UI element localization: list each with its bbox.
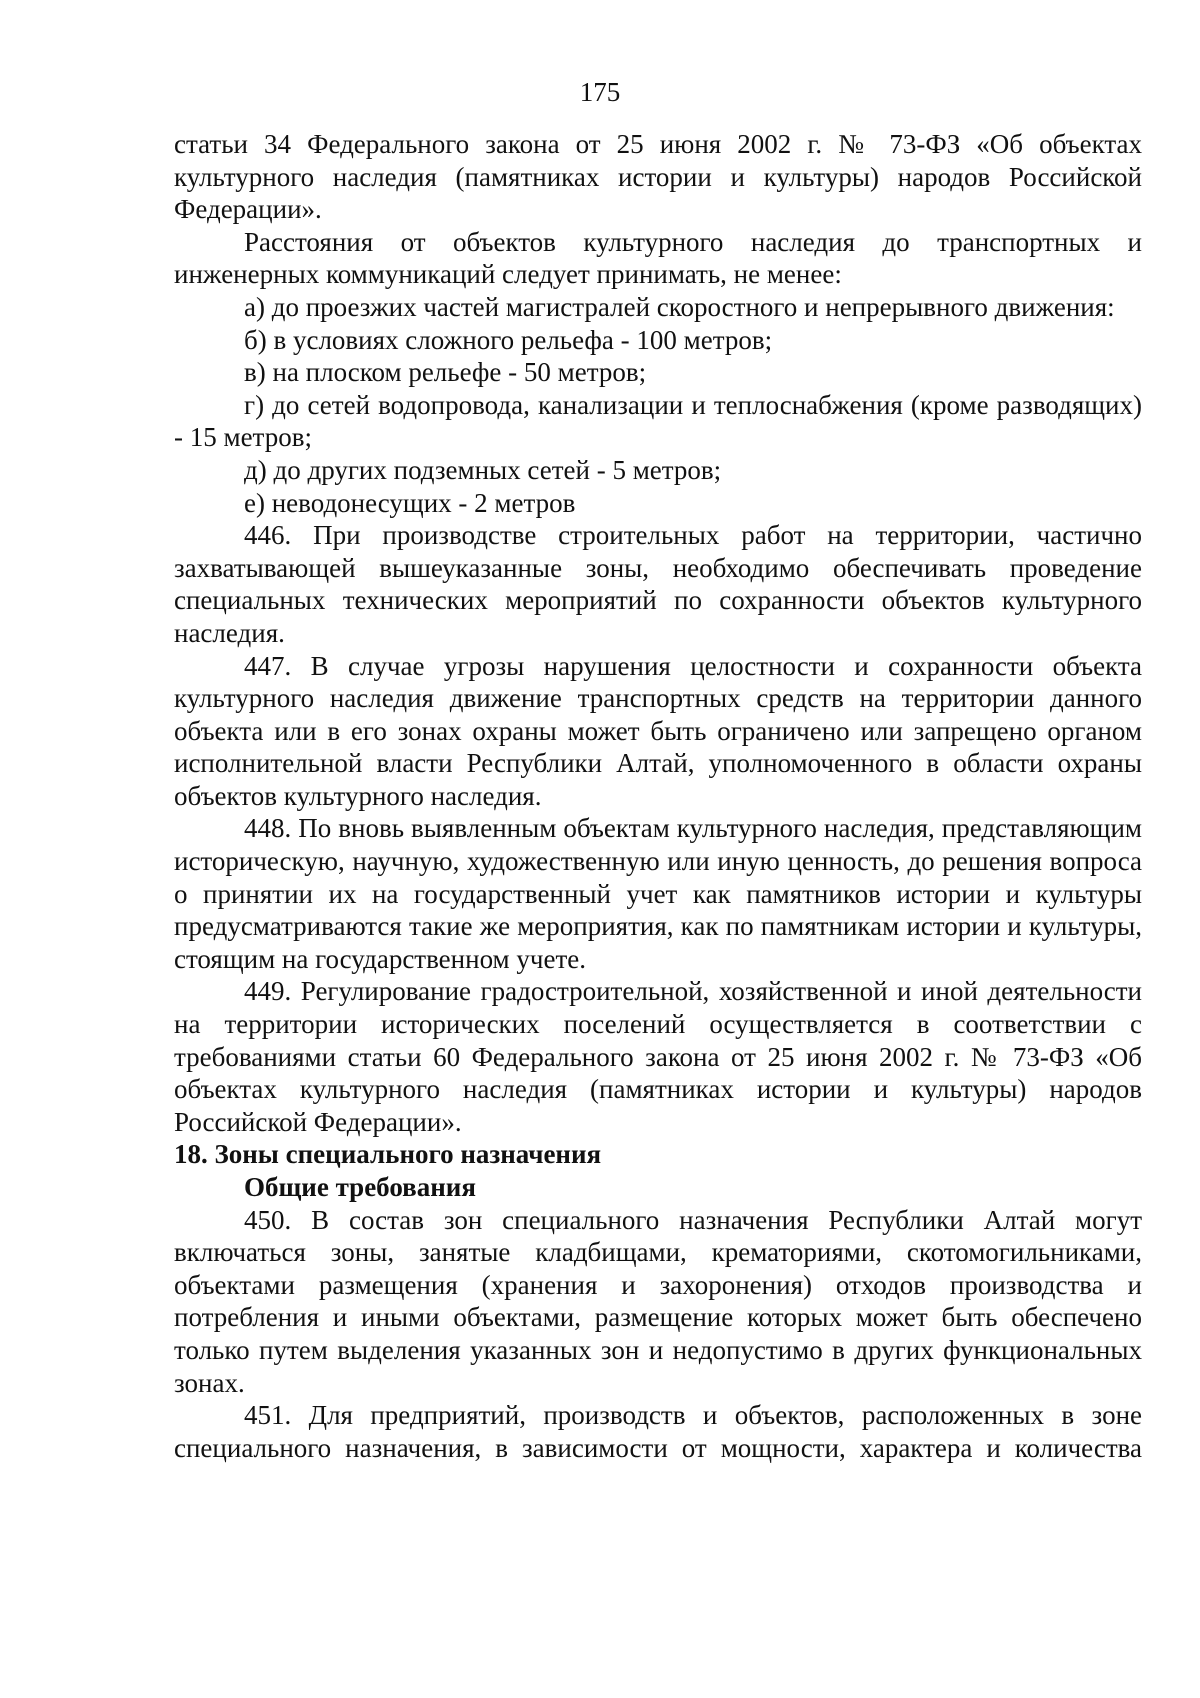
paragraph-446: 446. При производстве строительных работ на территории, частично захватывающей вышеуказанные зоны, необходимо обеспечивать проведение специальных технических мероприятий по сохранности объектов культурного наследия. [174,520,1142,648]
list-item-e: е) неводонесущих - 2 метров [244,487,576,518]
list-item-v: в) на плоском рельефе - 50 метров; [244,357,647,388]
list-item-a: а) до проезжих частей магистралей скоростного и непрерывного движения: [244,291,1115,322]
paragraph-450: 450. В состав зон специального назначения Республики Алтай могут включаться зоны, занятые кладбищами, крематориями, скотомогильниками, объектами размещения (хранения и захоронения) отходов производства и потребления и иными объектами, размещение которых может быть обеспечено только путем выделения указанных зон и недопустимо в других функциональных зонах. [174,1204,1142,1398]
section-heading: 18. Зоны специального назначения [174,1139,602,1170]
list-item-g: г) до сетей водопровода, канализации и теплоснабжения (кроме разводящих) - 15 метров; [174,389,1142,453]
paragraph-law-reference: статьи 34 Федерального закона от 25 июня 2002 г. № 73-ФЗ «Об объектах культурного наследия (памятниках истории и культуры) народов Российской Федерации». [174,129,1142,225]
document-body [174,128,1142,1464]
paragraph-451: 451. Для предприятий, производств и объектов, расположенных в зоне специального назначения, в зависимости от мощности, характера и количества [174,1400,1142,1463]
page-number: 175 [579,77,621,107]
paragraph-448: 448. По вновь выявленным объектам культурного наследия, представляющим историческую, научную, художественную или иную ценность, до решения вопроса о принятии их на государственный учет как памятников истории и культуры предусматриваются такие же мероприятия, как по памятникам истории и культуры, стоящим на государственном учете. [174,813,1142,974]
subheading: Общие требования [244,1172,476,1202]
paragraph-447: 447. В случае угрозы нарушения целостности и сохранности объекта культурного наследия движение транспортных средств на территории данного объекта или в его зонах охраны может быть ограничено или запрещено органом исполнительной власти Республики Алтай, уполномоченного в области охраны объектов культурного наследия. [174,650,1142,811]
list-item-b: б) в условиях сложного рельефа - 100 метров; [244,324,773,355]
list-item-d: д) до других подземных сетей - 5 метров; [244,454,722,485]
paragraph-449: 449. Регулирование градостроительной, хозяйственной и иной деятельности на территории исторических поселений осуществляется в соответствии с требованиями статьи 60 Федерального закона от 25 июня 2002 г. № 73-ФЗ «Об объектах культурного наследия (памятниках истории и культуры) народов Российской Федерации». [174,976,1142,1137]
paragraph-distances-intro: Расстояния от объектов культурного наследия до транспортных и инженерных коммуникаций следует принимать, не менее: [174,226,1142,290]
